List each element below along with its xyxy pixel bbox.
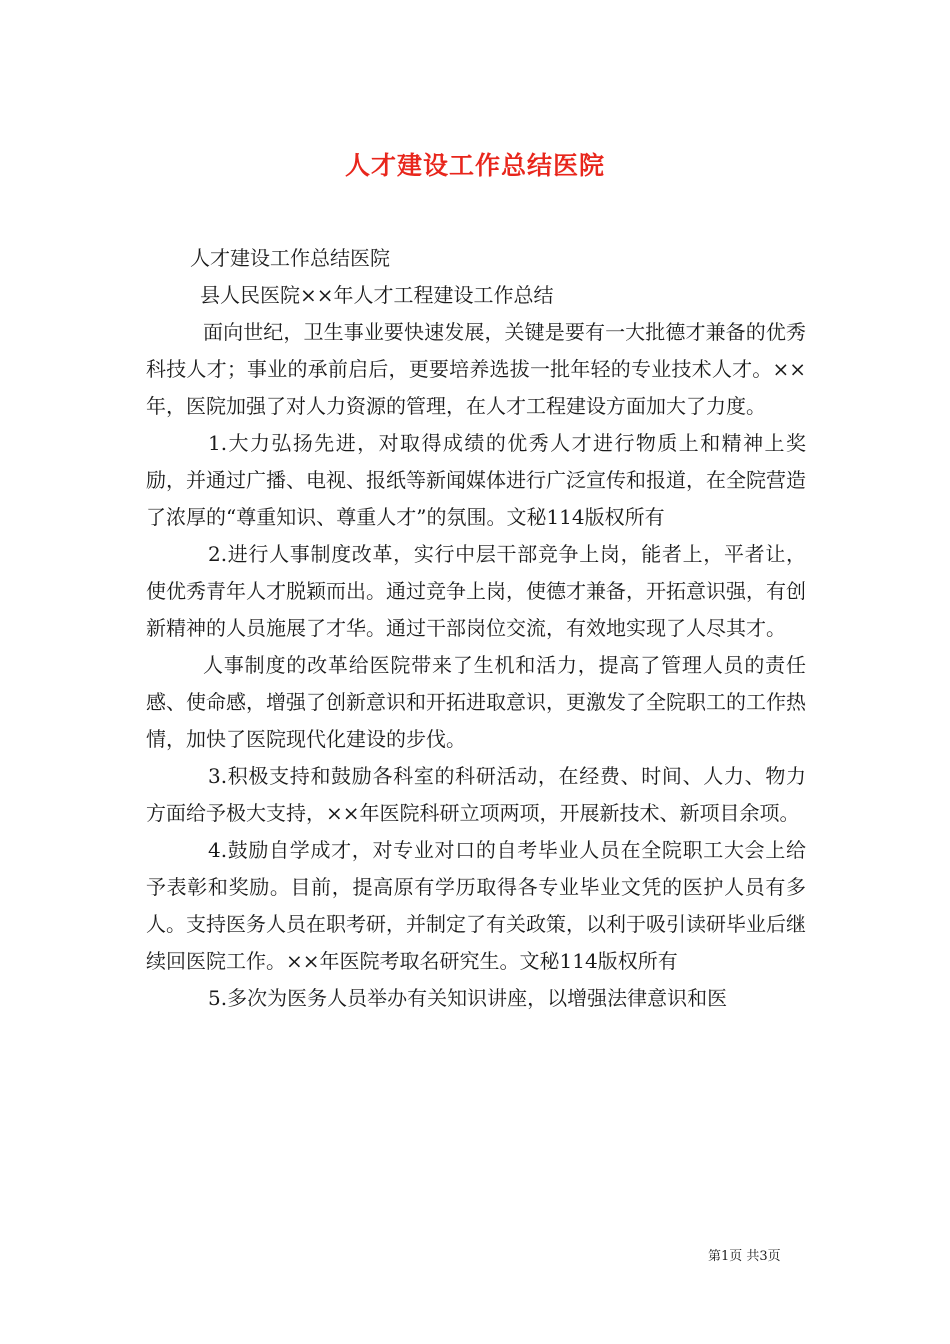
paragraph-item-3: 3.积极支持和鼓励各科室的科研活动，在经费、时间、人力、物力方面给予极大支持，××年医院科研立项两项，开展新技术、新项目余项。 xyxy=(146,764,806,825)
page-indicator: 第1页 共3页 xyxy=(708,1249,781,1264)
paragraph-intro: 面向世纪，卫生事业要快速发展，关键是要有一大批德才兼备的优秀科技人才；事业的承前启后，更要培养选拔一批年轻的专业技术人才。××年，医院加强了对人力资源的管理，在人才工程建设方面加大了力度。 xyxy=(146,320,806,418)
paragraph-item-1: 1.大力弘扬先进，对取得成绩的优秀人才进行物质上和精神上奖励，并通过广播、电视、报纸等新闻媒体进行广泛宣传和报道，在全院营造了浓厚的“尊重知识、尊重人才”的氛围。文秘114版权所有 xyxy=(146,431,806,529)
paragraph-item-4: 4.鼓励自学成才，对专业对口的自考毕业人员在全院职工大会上给予表彰和奖励。目前，提高原有学历取得各专业毕业文凭的医护人员有多人。支持医务人员在职考研，并制定了有关政策，以利于吸引读研毕业后继续回医院工作。××年医院考取名研究生。文秘114版权所有 xyxy=(146,838,806,973)
document-title: 人才建设工作总结医院 xyxy=(344,150,605,180)
paragraph-reform: 人事制度的改革给医院带来了生机和活力，提高了管理人员的责任感、使命感，增强了创新意识和开拓进取意识，更激发了全院职工的工作热情，加快了医院现代化建设的步伐。 xyxy=(146,653,806,751)
document-body xyxy=(146,240,806,1017)
paragraph-subheading: 县人民医院××年人才工程建设工作总结 xyxy=(200,283,554,307)
paragraph-heading: 人才建设工作总结医院 xyxy=(190,246,390,270)
paragraph-item-5: 5.多次为医务人员举办有关知识讲座，以增强法律意识和医 xyxy=(208,986,728,1010)
paragraph-item-2: 2.进行人事制度改革，实行中层干部竞争上岗，能者上，平者让，使优秀青年人才脱颖而出。通过竞争上岗，使德才兼备，开拓意识强，有创新精神的人员施展了才华。通过干部岗位交流，有效地实现了人尽其才。 xyxy=(146,542,806,640)
